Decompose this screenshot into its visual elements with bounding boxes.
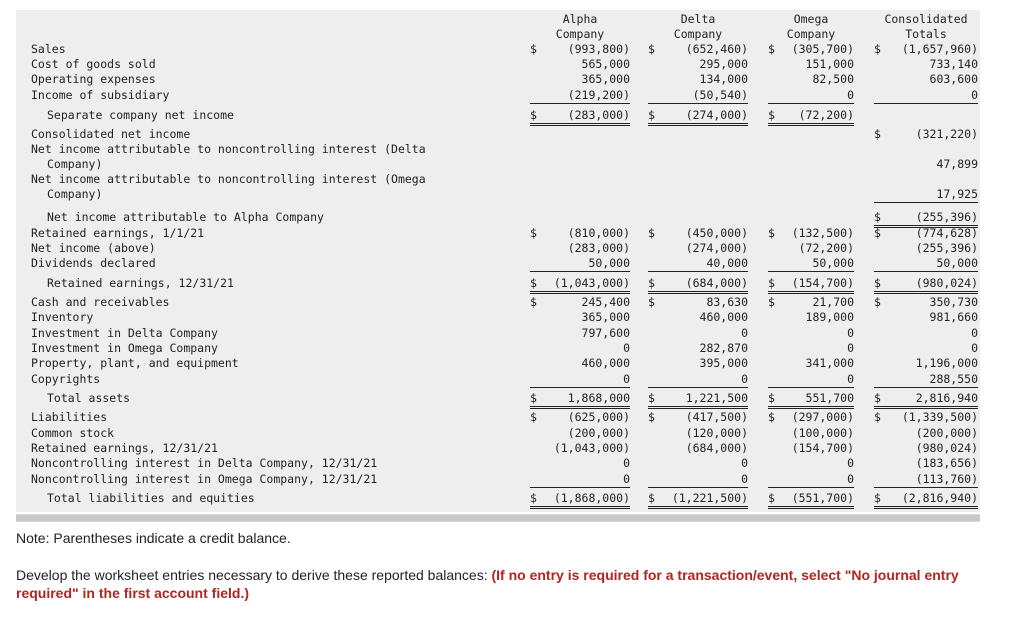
row-label: Retained earnings, 12/31/21 bbox=[31, 441, 218, 455]
value-cell bbox=[648, 372, 748, 388]
amount: (980,024) bbox=[915, 276, 978, 290]
amount: (980,024) bbox=[915, 441, 978, 455]
dollar-sign: $ bbox=[874, 391, 881, 405]
dollar-sign: $ bbox=[768, 391, 775, 405]
dollar-sign: $ bbox=[648, 295, 655, 309]
dollar-sign: $ bbox=[768, 491, 775, 505]
value-cell bbox=[648, 256, 748, 272]
dollar-sign: $ bbox=[648, 410, 655, 424]
value-cell bbox=[874, 42, 978, 57]
row-label: Investment in Delta Company bbox=[31, 326, 218, 340]
amount: (305,700) bbox=[791, 42, 854, 56]
amount: (72,200) bbox=[798, 241, 854, 255]
amount: 189,000 bbox=[805, 310, 854, 324]
amount: 0 bbox=[971, 326, 978, 340]
value-cell bbox=[768, 88, 854, 104]
dollar-sign: $ bbox=[530, 295, 537, 309]
amount: (684,000) bbox=[685, 276, 748, 290]
amount: 134,000 bbox=[699, 72, 748, 86]
dollar-sign: $ bbox=[530, 391, 537, 405]
row-label: Cost of goods sold bbox=[31, 57, 156, 71]
value-cell bbox=[530, 372, 630, 388]
value-cell bbox=[648, 491, 748, 509]
value-cell bbox=[874, 295, 978, 310]
row-label: Dividends declared bbox=[31, 256, 156, 270]
amount: 341,000 bbox=[805, 356, 854, 370]
value-cell bbox=[648, 341, 748, 356]
amount: (50,540) bbox=[692, 88, 748, 102]
row-label: Retained earnings, 1/1/21 bbox=[31, 226, 205, 240]
amount: (652,460) bbox=[685, 42, 748, 56]
dollar-sign: $ bbox=[648, 108, 655, 122]
amount: (183,656) bbox=[915, 456, 978, 470]
value-cell bbox=[768, 256, 854, 272]
amount: (274,000) bbox=[685, 108, 748, 122]
value-cell bbox=[648, 472, 748, 488]
amount: (219,200) bbox=[567, 88, 630, 102]
row-label: Net income attributable to noncontrolling interest (Delta bbox=[31, 142, 426, 156]
amount: 565,000 bbox=[581, 57, 630, 71]
amount: (283,000) bbox=[567, 108, 630, 122]
value-cell bbox=[530, 356, 630, 371]
amount: (551,700) bbox=[791, 491, 854, 505]
value-cell bbox=[648, 72, 748, 87]
amount: 1,196,000 bbox=[915, 356, 978, 370]
amount: 83,630 bbox=[706, 295, 748, 309]
value-cell bbox=[874, 276, 978, 294]
amount: 245,400 bbox=[581, 295, 630, 309]
amount: 0 bbox=[847, 456, 854, 470]
header-delta: Delta Company bbox=[673, 12, 723, 41]
amount: 395,000 bbox=[699, 356, 748, 370]
amount: 0 bbox=[971, 341, 978, 355]
value-cell bbox=[768, 326, 854, 341]
amount: 0 bbox=[623, 456, 630, 470]
value-cell bbox=[530, 276, 630, 294]
value-cell bbox=[874, 256, 978, 272]
row-label: Investment in Omega Company bbox=[31, 341, 218, 355]
row-label-continued: Company) bbox=[47, 187, 103, 201]
value-cell bbox=[648, 356, 748, 371]
value-cell bbox=[648, 391, 748, 409]
value-cell bbox=[768, 472, 854, 488]
amount: (774,628) bbox=[915, 226, 978, 240]
value-cell bbox=[530, 441, 630, 456]
value-cell bbox=[530, 57, 630, 72]
row-label: Consolidated net income bbox=[31, 127, 191, 141]
row-label: Sales bbox=[31, 42, 66, 56]
amount: 797,600 bbox=[581, 326, 630, 340]
value-cell bbox=[530, 391, 630, 409]
amount: (450,000) bbox=[685, 226, 748, 240]
value-cell bbox=[874, 187, 978, 203]
amount: 1,868,000 bbox=[567, 391, 630, 405]
row-label: Copyrights bbox=[31, 372, 101, 386]
amount: (200,000) bbox=[567, 426, 630, 440]
dollar-sign: $ bbox=[768, 226, 775, 240]
row-label: Operating expenses bbox=[31, 72, 156, 86]
amount: 0 bbox=[847, 88, 854, 102]
value-cell bbox=[530, 491, 630, 509]
amount: 0 bbox=[623, 372, 630, 386]
amount: 1,221,500 bbox=[685, 391, 748, 405]
row-label: Separate company net income bbox=[47, 108, 234, 122]
amount: 21,700 bbox=[812, 295, 854, 309]
value-cell bbox=[768, 426, 854, 441]
amount: 50,000 bbox=[936, 256, 978, 270]
amount: 47,899 bbox=[936, 157, 978, 171]
value-cell bbox=[768, 241, 854, 256]
value-cell bbox=[874, 356, 978, 371]
dollar-sign: $ bbox=[874, 276, 881, 290]
value-cell bbox=[768, 441, 854, 456]
value-cell bbox=[768, 410, 854, 425]
value-cell bbox=[874, 341, 978, 356]
row-label: Income of subsidiary bbox=[31, 88, 170, 102]
value-cell bbox=[648, 241, 748, 256]
dollar-sign: $ bbox=[874, 210, 881, 224]
amount: (2,816,940) bbox=[901, 491, 978, 505]
amount: 295,000 bbox=[699, 57, 748, 71]
amount: (1,657,960) bbox=[901, 42, 978, 56]
value-cell bbox=[874, 410, 978, 425]
amount: 0 bbox=[741, 372, 748, 386]
value-cell bbox=[768, 295, 854, 310]
value-cell bbox=[648, 42, 748, 57]
amount: (274,000) bbox=[685, 241, 748, 255]
amount: (255,396) bbox=[915, 210, 978, 224]
dollar-sign: $ bbox=[768, 42, 775, 56]
row-label: Net income (above) bbox=[31, 241, 156, 255]
value-cell bbox=[530, 241, 630, 256]
value-cell bbox=[768, 456, 854, 471]
dollar-sign: $ bbox=[768, 295, 775, 309]
header-omega: Omega Company bbox=[786, 12, 836, 41]
worksheet-table bbox=[16, 10, 980, 512]
row-label: Property, plant, and equipment bbox=[31, 356, 239, 370]
instruction-text bbox=[16, 566, 976, 602]
note-text: Note: Parentheses indicate a credit balance. bbox=[16, 530, 291, 546]
dollar-sign: $ bbox=[530, 226, 537, 240]
amount: (200,000) bbox=[915, 426, 978, 440]
value-cell bbox=[874, 157, 978, 172]
value-cell bbox=[768, 310, 854, 325]
value-cell bbox=[530, 341, 630, 356]
amount: 460,000 bbox=[699, 310, 748, 324]
amount: 365,000 bbox=[581, 72, 630, 86]
value-cell bbox=[874, 456, 978, 471]
value-cell bbox=[648, 326, 748, 341]
value-cell bbox=[874, 491, 978, 509]
dollar-sign: $ bbox=[874, 42, 881, 56]
amount: (297,000) bbox=[791, 410, 854, 424]
value-cell bbox=[648, 108, 748, 126]
amount: 733,140 bbox=[929, 57, 978, 71]
header-consolidated: Consolidated Totals bbox=[884, 12, 968, 41]
dollar-sign: $ bbox=[648, 42, 655, 56]
value-cell bbox=[874, 72, 978, 87]
amount: 50,000 bbox=[812, 256, 854, 270]
value-cell bbox=[874, 326, 978, 341]
amount: 282,870 bbox=[699, 341, 748, 355]
row-label: Common stock bbox=[31, 426, 115, 440]
value-cell bbox=[530, 72, 630, 87]
value-cell bbox=[768, 276, 854, 294]
value-cell bbox=[530, 88, 630, 104]
value-cell bbox=[530, 295, 630, 310]
amount: (810,000) bbox=[567, 226, 630, 240]
row-label: Liabilities bbox=[31, 410, 108, 424]
amount: 0 bbox=[847, 341, 854, 355]
instruction-main: Develop the worksheet entries necessary to derive these reported balances: bbox=[16, 567, 492, 583]
amount: (132,500) bbox=[791, 226, 854, 240]
value-cell bbox=[768, 108, 854, 126]
amount: (1,043,000) bbox=[553, 276, 630, 290]
amount: 551,700 bbox=[805, 391, 854, 405]
amount: (684,000) bbox=[685, 441, 748, 455]
value-cell bbox=[768, 391, 854, 409]
amount: 350,730 bbox=[929, 295, 978, 309]
value-cell bbox=[768, 57, 854, 72]
value-cell bbox=[530, 108, 630, 126]
amount: 2,816,940 bbox=[915, 391, 978, 405]
dollar-sign: $ bbox=[768, 276, 775, 290]
value-cell bbox=[874, 226, 978, 241]
row-label: Net income attributable to Alpha Company bbox=[47, 210, 324, 224]
row-label: Noncontrolling interest in Delta Company, 12/31/21 bbox=[31, 456, 378, 470]
amount: 40,000 bbox=[706, 256, 748, 270]
amount: 0 bbox=[623, 472, 630, 486]
amount: (321,220) bbox=[915, 127, 978, 141]
dollar-sign: $ bbox=[874, 491, 881, 505]
amount: 17,925 bbox=[936, 187, 978, 201]
dollar-sign: $ bbox=[874, 127, 881, 141]
amount: (120,000) bbox=[685, 426, 748, 440]
amount: 151,000 bbox=[805, 57, 854, 71]
dollar-sign: $ bbox=[530, 410, 537, 424]
row-label: Total liabilities and equities bbox=[47, 491, 255, 505]
dollar-sign: $ bbox=[874, 295, 881, 309]
amount: 0 bbox=[971, 88, 978, 102]
value-cell bbox=[530, 310, 630, 325]
value-cell bbox=[874, 127, 978, 142]
amount: (625,000) bbox=[567, 410, 630, 424]
amount: 460,000 bbox=[581, 356, 630, 370]
value-cell bbox=[648, 226, 748, 241]
amount: (1,043,000) bbox=[553, 441, 630, 455]
amount: (72,200) bbox=[798, 108, 854, 122]
value-cell bbox=[530, 42, 630, 57]
value-cell bbox=[648, 456, 748, 471]
value-cell bbox=[768, 72, 854, 87]
amount: 603,600 bbox=[929, 72, 978, 86]
amount: 0 bbox=[847, 472, 854, 486]
value-cell bbox=[648, 310, 748, 325]
value-cell bbox=[768, 341, 854, 356]
dollar-sign: $ bbox=[648, 491, 655, 505]
dollar-sign: $ bbox=[768, 108, 775, 122]
value-cell bbox=[874, 426, 978, 441]
value-cell bbox=[768, 42, 854, 57]
amount: (1,339,500) bbox=[901, 410, 978, 424]
amount: (113,760) bbox=[915, 472, 978, 486]
amount: 82,500 bbox=[812, 72, 854, 86]
dollar-sign: $ bbox=[648, 226, 655, 240]
instruction-emphasis: (If no entry is required for a transaction/event, select "No journal entry required" in the first account field.) bbox=[16, 567, 959, 601]
amount: 365,000 bbox=[581, 310, 630, 324]
value-cell bbox=[874, 391, 978, 409]
amount: (100,000) bbox=[791, 426, 854, 440]
amount: 288,550 bbox=[929, 372, 978, 386]
amount: 0 bbox=[741, 472, 748, 486]
amount: 981,660 bbox=[929, 310, 978, 324]
amount: (417,500) bbox=[685, 410, 748, 424]
value-cell bbox=[530, 326, 630, 341]
row-label: Total assets bbox=[47, 391, 131, 405]
value-cell bbox=[768, 372, 854, 388]
amount: (283,000) bbox=[567, 241, 630, 255]
amount: (154,700) bbox=[791, 441, 854, 455]
value-cell bbox=[768, 356, 854, 371]
row-label: Noncontrolling interest in Omega Company, 12/31/21 bbox=[31, 472, 378, 486]
value-cell bbox=[768, 226, 854, 241]
amount: 0 bbox=[623, 341, 630, 355]
amount: 0 bbox=[847, 372, 854, 386]
dollar-sign: $ bbox=[874, 226, 881, 240]
amount: 0 bbox=[847, 326, 854, 340]
value-cell bbox=[648, 276, 748, 294]
amount: (993,800) bbox=[567, 42, 630, 56]
header-alpha: Alpha Company bbox=[555, 12, 605, 41]
value-cell bbox=[648, 88, 748, 104]
dollar-sign: $ bbox=[648, 391, 655, 405]
value-cell bbox=[530, 226, 630, 241]
value-cell bbox=[648, 426, 748, 441]
dollar-sign: $ bbox=[648, 276, 655, 290]
amount: (154,700) bbox=[791, 276, 854, 290]
value-cell bbox=[874, 57, 978, 72]
dollar-sign: $ bbox=[768, 410, 775, 424]
row-label-continued: Company) bbox=[47, 157, 103, 171]
dollar-sign: $ bbox=[530, 42, 537, 56]
value-cell bbox=[648, 441, 748, 456]
value-cell bbox=[874, 310, 978, 325]
row-label: Cash and receivables bbox=[31, 295, 170, 309]
value-cell bbox=[530, 410, 630, 425]
value-cell bbox=[530, 456, 630, 471]
value-cell bbox=[648, 57, 748, 72]
horizontal-scrollbar[interactable] bbox=[16, 514, 980, 522]
amount: (1,221,500) bbox=[671, 491, 748, 505]
row-label: Net income attributable to noncontrolling interest (Omega bbox=[31, 172, 426, 186]
value-cell bbox=[530, 472, 630, 488]
scrollbar-thumb[interactable] bbox=[16, 515, 980, 521]
value-cell bbox=[874, 88, 978, 104]
value-cell bbox=[768, 491, 854, 509]
amount: 0 bbox=[741, 326, 748, 340]
value-cell bbox=[874, 441, 978, 456]
row-label: Retained earnings, 12/31/21 bbox=[47, 276, 234, 290]
value-cell bbox=[874, 241, 978, 256]
amount: (1,868,000) bbox=[553, 491, 630, 505]
row-label: Inventory bbox=[31, 310, 94, 324]
value-cell bbox=[874, 472, 978, 488]
dollar-sign: $ bbox=[874, 410, 881, 424]
amount: (255,396) bbox=[915, 241, 978, 255]
value-cell bbox=[648, 295, 748, 310]
value-cell bbox=[648, 410, 748, 425]
dollar-sign: $ bbox=[530, 491, 537, 505]
dollar-sign: $ bbox=[530, 108, 537, 122]
value-cell bbox=[874, 372, 978, 388]
dollar-sign: $ bbox=[530, 276, 537, 290]
amount: 0 bbox=[741, 456, 748, 470]
value-cell bbox=[530, 426, 630, 441]
amount: 50,000 bbox=[588, 256, 630, 270]
value-cell bbox=[530, 256, 630, 272]
